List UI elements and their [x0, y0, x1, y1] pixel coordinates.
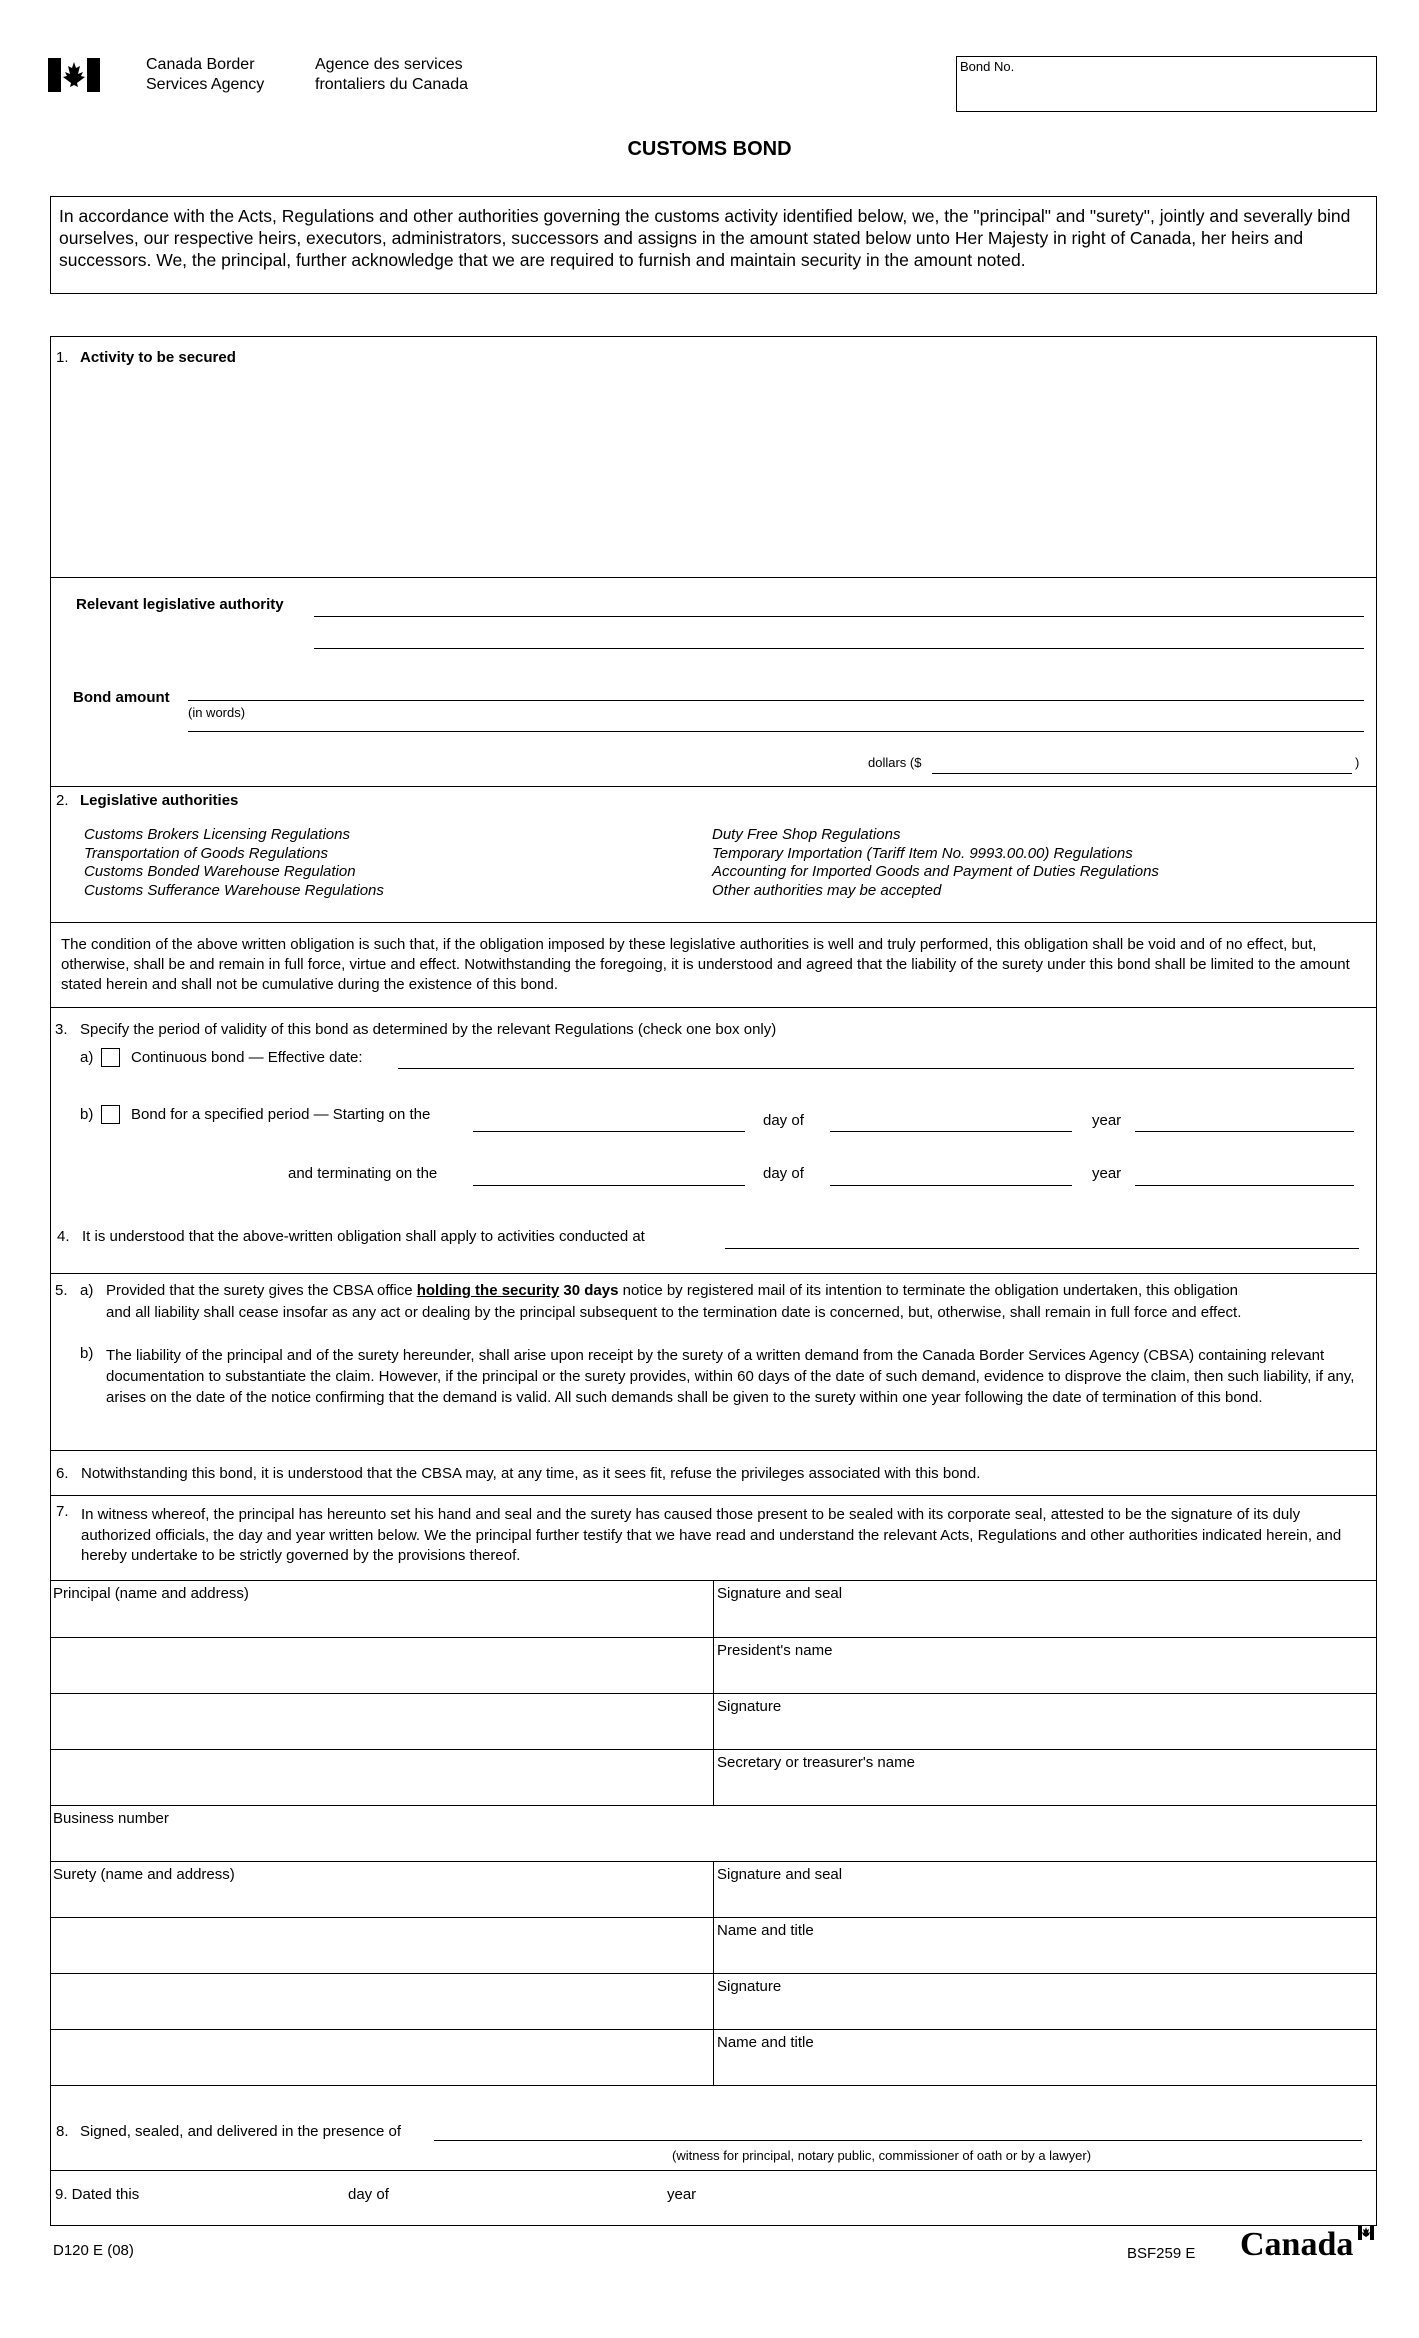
divider [51, 786, 1376, 787]
end-day-field[interactable] [473, 1185, 745, 1186]
terminating-label: and terminating on the [288, 1165, 438, 1182]
authority-field-1[interactable] [314, 616, 1364, 617]
authority-item: Customs Brokers Licensing Regulations [84, 826, 350, 843]
activity-field[interactable] [52, 370, 1372, 574]
end-day-of-label: day of [763, 1165, 804, 1182]
name-title-label: Name and title [717, 1922, 814, 1939]
bond-no-box[interactable] [956, 56, 1377, 112]
s7-text: In witness whereof, the principal has hereunto set his hand and seal and the surety has caused those present to be sealed with its corporate seal, attested to be the signature of its duly authorized officials, the day and year written below. We the principal further testify that we have read and understand the relevant Acts, Regulations and other authorities indicated herein, and hereby undertake to be strictly governed by the provisions thereof. [81, 1506, 1342, 1564]
s8-text: Signed, sealed, and delivered in the presence of [80, 2123, 402, 2140]
divider [51, 1007, 1376, 1008]
secretary-label: Secretary or treasurer's name [717, 1754, 915, 1771]
president-label: President's name [717, 1642, 833, 1659]
principal-signature-field[interactable] [716, 1606, 1374, 1634]
s5-b-text: The liability of the principal and of the surety hereunder, shall arise upon receipt by the surety of a written demand from the Canada Border Services Agency (CBSA) containing relevant documentation to substantiate the claim. However, if the principal or the surety provides, within 60 days of the date of such demand, evidence to disprove the claim, then such liability, if any, arises on the date of the notice confirming that the demand is valid. All such demands shall be given to the surety within one year following the date of termination of this bond. [106, 1347, 1355, 1406]
signature2-field[interactable] [716, 1998, 1374, 2026]
s8-num: 8. [56, 2123, 69, 2140]
s5-a-bold: 30 days [563, 1282, 619, 1299]
s9-dated-label: 9. Dated this [55, 2186, 140, 2203]
authority-item: Accounting for Imported Goods and Payment of Duties Regulations [712, 863, 1159, 880]
business-number-label: Business number [53, 1810, 169, 1827]
dated-month-field[interactable] [400, 2180, 660, 2208]
wordmark-flag-icon [1358, 2226, 1374, 2240]
end-year-label: year [1092, 1165, 1122, 1182]
divider [51, 577, 1376, 578]
witness-note: (witness for principal, notary public, commissioner of oath or by a lawyer) [672, 2148, 1092, 2163]
canada-flag-icon [48, 58, 100, 92]
agency-fr-line2: frontaliers du Canada [315, 76, 468, 93]
form-number: D120 E (08) [53, 2242, 134, 2259]
s5-a-line2: and all liability shall cease insofar as any act or dealing by the principal subsequent to the termination date is concerned, but, otherwise, shall remain in full force and effect. [106, 1304, 1242, 1321]
s3-text: Specify the period of validity of this bond as determined by the relevant Regulations (check one box only) [80, 1021, 777, 1038]
s1-label: Activity to be secured [80, 349, 236, 366]
start-day-of-label: day of [763, 1112, 804, 1129]
signature-field[interactable] [716, 1718, 1374, 1746]
president-field[interactable] [716, 1662, 1374, 1690]
divider [51, 1273, 1376, 1274]
business-number-field[interactable] [52, 1830, 1374, 1858]
s2-label: Legislative authorities [80, 792, 239, 809]
divider [51, 1495, 1376, 1496]
surety-field[interactable] [52, 1886, 710, 2082]
divider [51, 1450, 1376, 1451]
authorities-right [712, 826, 1159, 900]
canada-wordmark: Canada [1240, 2226, 1354, 2263]
name-title2-label: Name and title [717, 2034, 814, 2051]
principal-label: Principal (name and address) [53, 1585, 249, 1602]
s5-a-line1 [106, 1282, 1238, 1299]
start-year-label: year [1092, 1112, 1122, 1129]
end-month-field[interactable] [830, 1185, 1072, 1186]
s2-num: 2. [56, 792, 69, 809]
agency-name-en [146, 55, 264, 95]
bsf-number: BSF259 E [1127, 2245, 1196, 2262]
amount-label: Bond amount [73, 689, 170, 706]
principal-field[interactable] [52, 1606, 710, 1802]
start-month-field[interactable] [830, 1131, 1072, 1132]
s5-a-label: a) [80, 1282, 94, 1299]
intro-box [50, 196, 1377, 294]
dated-year-field[interactable] [705, 2180, 1005, 2208]
authority-item: Duty Free Shop Regulations [712, 826, 901, 843]
amount-words-field[interactable] [188, 700, 1364, 701]
s1-num: 1. [56, 349, 69, 366]
name-title-field[interactable] [716, 1942, 1374, 1970]
in-words-label: (in words) [188, 705, 246, 720]
s5-b-label: b) [80, 1345, 94, 1362]
signature-label: Signature [717, 1698, 782, 1715]
divider [51, 922, 1376, 923]
s4-num: 4. [57, 1228, 70, 1245]
effective-date-field[interactable] [398, 1068, 1354, 1069]
surety-signature-label: Signature and seal [717, 1866, 843, 1883]
authority-item: Other authorities may be accepted [712, 881, 942, 899]
s9-day-of-label: day of [348, 2186, 389, 2203]
amount-words-field-2[interactable] [188, 731, 1364, 732]
s7-num: 7. [56, 1503, 69, 1520]
authorities-left [84, 826, 384, 900]
specified-period-label: Bond for a specified period — Starting on the [131, 1106, 431, 1123]
s5-a-post: notice by registered mail of its intention to terminate the obligation undertaken, this obligation [622, 1282, 1239, 1299]
condition-text: The condition of the above written obligation is such that, if the obligation imposed by these legislative authorities is well and truly performed, this obligation shall be void and of no effect, but, otherwise, shall be and remain in full force, virtue and effect. Notwithstanding the foregoing, it is understood and agreed that the liability of the surety under this bond shall be limited to the amount stated herein and shall not be cumulative during the existence of this bond. [61, 936, 1350, 993]
continuous-bond-label: Continuous bond — Effective date: [131, 1049, 363, 1066]
s3-num: 3. [55, 1021, 68, 1038]
agency-name-fr [315, 55, 468, 95]
authority-item: Customs Sufferance Warehouse Regulations [84, 881, 384, 899]
s4-text: It is understood that the above-written obligation shall apply to activities conducted at [82, 1228, 645, 1245]
divider [51, 2085, 1376, 2086]
witness-field[interactable] [434, 2140, 1362, 2141]
dollars-field[interactable] [932, 773, 1352, 774]
divider [51, 2170, 1376, 2171]
agency-fr-line1: Agence des services [315, 56, 463, 73]
authority-item: Customs Bonded Warehouse Regulation [84, 863, 356, 880]
signature2-label: Signature [717, 1978, 782, 1995]
principal-signature-label: Signature and seal [717, 1585, 843, 1602]
agency-en-line1: Canada Border [146, 56, 255, 73]
continuous-bond-checkbox[interactable] [101, 1048, 120, 1067]
divider [51, 1805, 1376, 1806]
secretary-field[interactable] [716, 1774, 1374, 1802]
s5-a-bold-u: holding the security [416, 1282, 560, 1299]
end-year-field[interactable] [1135, 1185, 1354, 1186]
dollars-label: dollars ($ [868, 755, 922, 770]
location-field[interactable] [725, 1248, 1359, 1249]
surety-label: Surety (name and address) [53, 1866, 235, 1883]
s6-num: 6. [56, 1465, 69, 1482]
page-title: CUSTOMS BOND [627, 138, 792, 160]
authority-item: Transportation of Goods Regulations [84, 844, 329, 862]
s9-year-label: year [667, 2186, 697, 2203]
authority-item: Temporary Importation (Tariff Item No. 9993.00.00) Regulations [712, 844, 1133, 862]
dated-day-field[interactable] [150, 2180, 340, 2208]
specified-period-checkbox[interactable] [101, 1105, 120, 1124]
dollars-close: ) [1355, 755, 1360, 770]
start-day-field[interactable] [473, 1131, 745, 1132]
s3-b-label: b) [80, 1106, 94, 1123]
start-year-field[interactable] [1135, 1131, 1354, 1132]
bond-no-label: Bond No. [960, 59, 1015, 74]
s6-text: Notwithstanding this bond, it is understood that the CBSA may, at any time, as it sees fit, refuse the privileges associated with this bond. [81, 1465, 981, 1482]
name-title2-field[interactable] [716, 2054, 1374, 2082]
s5-num: 5. [55, 1282, 68, 1299]
authority-field-2[interactable] [314, 648, 1364, 649]
s3-a-label: a) [80, 1049, 94, 1066]
intro-text: In accordance with the Acts, Regulations and other authorities governing the customs activity identified below, we, the "principal" and "surety", jointly and severally bind ourselves, our respective heirs, executors, administrators, successors and assigns in the amount stated below unto Her Majesty in right of Canada, her heirs and successors. We, the principal, further acknowledge that we are required to furnish and maintain security in the amount noted. [59, 206, 1351, 270]
surety-signature-field[interactable] [716, 1886, 1374, 1914]
agency-en-line2: Services Agency [146, 76, 265, 93]
authority-label: Relevant legislative authority [76, 596, 284, 613]
s5-a-pre: Provided that the surety gives the CBSA office [106, 1282, 413, 1299]
